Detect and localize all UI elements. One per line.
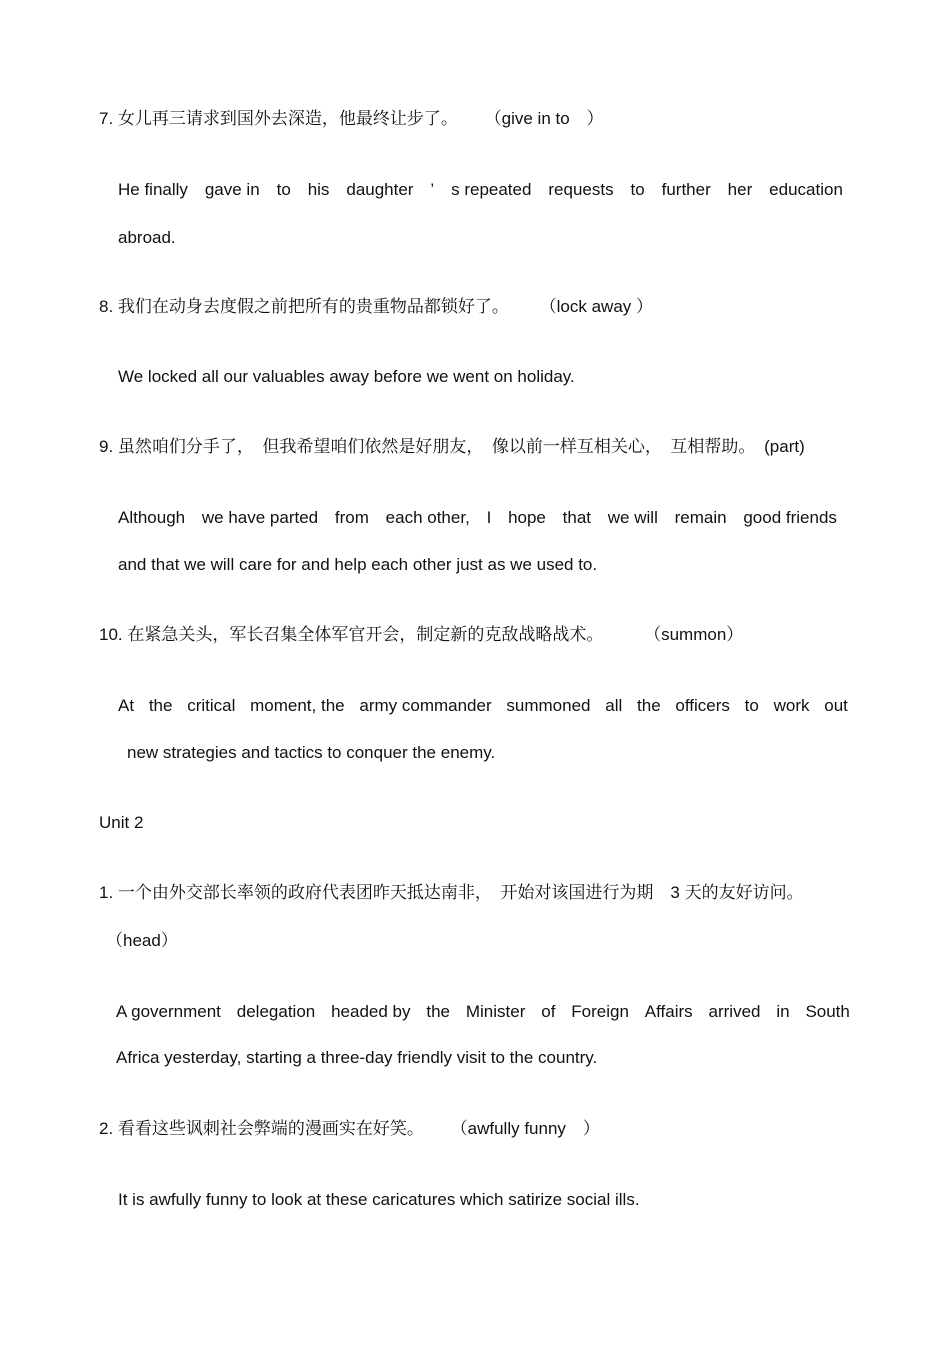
answer-word: each other, bbox=[385, 508, 470, 527]
unit2-question-2 bbox=[99, 1119, 600, 1139]
question-9-text: 9. 虽然咱们分手了， 但我希望咱们依然是好朋友， 像以前一样互相关心， 互相帮助。 bbox=[99, 437, 756, 456]
answer-word: we will bbox=[607, 508, 658, 527]
answer-word: work bbox=[773, 696, 810, 715]
answer-word: moment, the bbox=[250, 696, 345, 715]
answer-word: remain bbox=[674, 508, 727, 527]
answer-word: the bbox=[426, 1002, 450, 1021]
answer-word: officers bbox=[675, 696, 730, 715]
answer-word: At bbox=[118, 696, 135, 715]
answer-word: critical bbox=[187, 696, 236, 715]
unit2-question-2-text: 2. 看看这些讽刺社会弊端的漫画实在好笑。 bbox=[99, 1119, 424, 1138]
answer-word: Affairs bbox=[644, 1002, 693, 1021]
answer-10-line-2: new strategies and tactics to conquer the enemy. bbox=[127, 743, 496, 762]
question-9 bbox=[99, 437, 805, 457]
answer-7-line-1 bbox=[118, 180, 843, 200]
answer-word: ’ bbox=[430, 180, 435, 199]
unit2-question-1-hint: （head） bbox=[106, 931, 178, 950]
answer-word: headed by bbox=[331, 1002, 411, 1021]
answer-word: He finally bbox=[118, 180, 188, 199]
answer-9-line-2: and that we will care for and help each other just as we used to. bbox=[118, 555, 598, 574]
answer-word: all bbox=[605, 696, 623, 715]
answer-word: hope bbox=[508, 508, 546, 527]
question-8 bbox=[99, 297, 653, 317]
question-10-hint: （summon） bbox=[644, 625, 744, 644]
answer-word: to bbox=[744, 696, 759, 715]
question-8-hint: （lock away ） bbox=[539, 297, 654, 316]
answer-word: his bbox=[307, 180, 330, 199]
answer-word: her bbox=[727, 180, 753, 199]
answer-word: s repeated bbox=[451, 180, 532, 199]
answer-word: the bbox=[637, 696, 661, 715]
question-9-hint: (part) bbox=[764, 437, 805, 456]
question-10 bbox=[99, 625, 743, 645]
question-8-text: 8. 我们在动身去度假之前把所有的贵重物品都锁好了。 bbox=[99, 297, 509, 316]
answer-word: I bbox=[486, 508, 492, 527]
answer-word: gave in bbox=[204, 180, 260, 199]
answer-word: delegation bbox=[236, 1002, 316, 1021]
answer-9-line-1 bbox=[118, 508, 837, 528]
answer-word: we have parted bbox=[201, 508, 319, 527]
answer-word: army commander bbox=[359, 696, 492, 715]
unit2-answer-2: It is awfully funny to look at these caricatures which satirize social ills. bbox=[118, 1190, 640, 1209]
answer-word: summoned bbox=[506, 696, 591, 715]
unit2-answer-1-line-1 bbox=[116, 1002, 850, 1022]
answer-word: from bbox=[334, 508, 369, 527]
question-7 bbox=[99, 109, 604, 129]
answer-word: to bbox=[276, 180, 291, 199]
answer-word: to bbox=[630, 180, 645, 199]
unit2-question-2-hint: （awfully funny ） bbox=[450, 1119, 600, 1138]
answer-10-line-1 bbox=[118, 696, 848, 716]
answer-word: further bbox=[661, 180, 711, 199]
unit2-answer-1-line-2: Africa yesterday, starting a three-day friendly visit to the country. bbox=[116, 1048, 598, 1067]
question-7-hint: （give in to ） bbox=[484, 109, 604, 128]
question-10-text: 10. 在紧急关头，军长召集全体军官开会，制定新的克敌战略战术。 bbox=[99, 625, 604, 644]
answer-word: Although bbox=[118, 508, 186, 527]
answer-word: Minister bbox=[465, 1002, 526, 1021]
answer-word: South bbox=[805, 1002, 850, 1021]
answer-word: education bbox=[769, 180, 843, 199]
answer-word: arrived bbox=[708, 1002, 761, 1021]
answer-word: of bbox=[541, 1002, 556, 1021]
answer-word: out bbox=[824, 696, 848, 715]
answer-8: We locked all our valuables away before we went on holiday. bbox=[118, 367, 575, 386]
answer-7-line-2: abroad. bbox=[118, 228, 176, 247]
answer-word: good friends bbox=[743, 508, 837, 527]
answer-word: daughter bbox=[346, 180, 414, 199]
unit-heading: Unit 2 bbox=[99, 813, 144, 832]
answer-word: requests bbox=[548, 180, 614, 199]
answer-word: that bbox=[562, 508, 592, 527]
question-7-text: 7. 女儿再三请求到国外去深造，他最终让步了。 bbox=[99, 109, 458, 128]
answer-word: A government bbox=[116, 1002, 221, 1021]
answer-word: in bbox=[776, 1002, 790, 1021]
unit2-question-1: 1. 一个由外交部长率领的政府代表团昨天抵达南非， 开始对该国进行为期 3 天的友好访问。 bbox=[99, 883, 804, 902]
answer-word: Foreign bbox=[571, 1002, 629, 1021]
answer-word: the bbox=[148, 696, 173, 715]
